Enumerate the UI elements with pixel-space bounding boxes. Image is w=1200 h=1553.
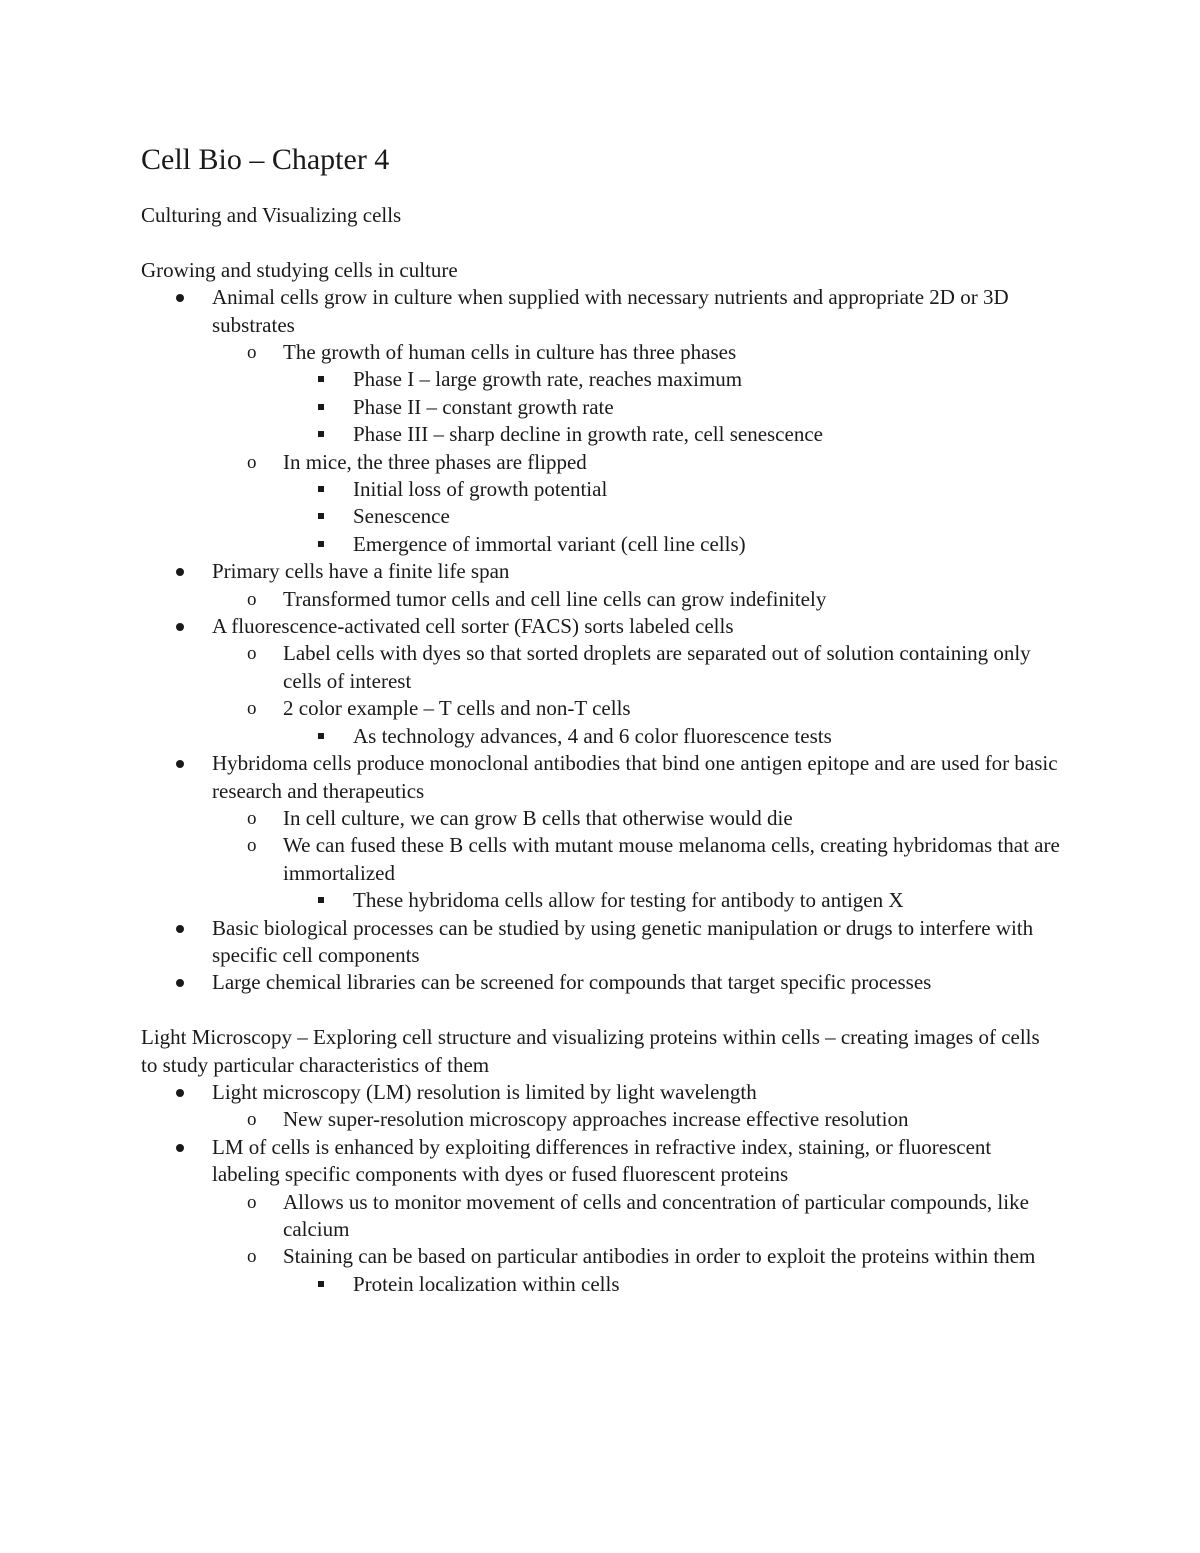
sub-list [212, 1189, 1061, 1299]
sub-list-item [212, 640, 1061, 695]
sub-sub-list-item [283, 421, 1061, 448]
sub-list [212, 1106, 1061, 1133]
square-bullet-icon [318, 897, 324, 903]
circle-bullet-icon: o [247, 1109, 257, 1131]
sub-list-item-text: Allows us to monitor movement of cells and concentration of particular compounds, like calcium [283, 1189, 1029, 1241]
list-item [141, 613, 1061, 750]
circle-bullet-icon: o [247, 588, 257, 610]
square-bullet-icon [318, 376, 324, 382]
sub-list-item [212, 586, 1061, 613]
sub-list-item [212, 832, 1061, 914]
square-bullet-icon [318, 486, 324, 492]
sub-sub-list-item-text: Protein localization within cells [353, 1271, 620, 1296]
sub-list-item [212, 695, 1061, 750]
sub-sub-list-item-text: As technology advances, 4 and 6 color fluorescence tests [353, 723, 832, 748]
disc-bullet-icon [176, 1089, 184, 1097]
sub-sub-list-item [283, 503, 1061, 530]
square-bullet-icon [318, 431, 324, 437]
sub-list-item-text: In mice, the three phases are flipped [283, 449, 587, 474]
circle-bullet-icon: o [247, 1246, 257, 1268]
sub-sub-list-item [283, 366, 1061, 393]
circle-bullet-icon: o [247, 342, 257, 364]
sub-sub-list-item [283, 394, 1061, 421]
disc-bullet-icon [176, 568, 184, 576]
circle-bullet-icon: o [247, 835, 257, 857]
sub-list [212, 805, 1061, 915]
list-item-text: Large chemical libraries can be screened for compounds that target specific processes [212, 970, 932, 995]
list-item [141, 284, 1061, 558]
sub-list-item [212, 449, 1061, 559]
sub-list-item [212, 805, 1061, 832]
square-bullet-icon [318, 541, 324, 547]
sub-sub-list-item [283, 531, 1061, 558]
sub-list-item-text: Transformed tumor cells and cell line cells can grow indefinitely [283, 586, 827, 611]
list-item [141, 558, 1061, 613]
list-item-text: Hybridoma cells produce monoclonal antibodies that bind one antigen epitope and are used for basic research and therapeutics [212, 751, 1058, 803]
sub-list [212, 640, 1061, 750]
list-item-text: Animal cells grow in culture when supplied with necessary nutrients and appropriate 2D or 3D substrates [212, 285, 1009, 337]
list-item [141, 915, 1061, 970]
disc-bullet-icon [176, 1144, 184, 1152]
disc-bullet-icon [176, 760, 184, 768]
sub-sub-list-item [283, 476, 1061, 503]
disc-bullet-icon [176, 979, 184, 987]
disc-bullet-icon [176, 294, 184, 302]
list-item [141, 1134, 1061, 1298]
circle-bullet-icon: o [247, 807, 257, 829]
list-item-text: Primary cells have a finite life span [212, 559, 510, 584]
sub-list-item-text: Staining can be based on particular antibodies in order to exploit the proteins within them [283, 1244, 1036, 1269]
sub-sub-list [283, 1271, 1061, 1298]
list-item [141, 1079, 1061, 1134]
sub-list-item [212, 1243, 1061, 1298]
list-item-text: Light microscopy (LM) resolution is limited by light wavelength [212, 1079, 757, 1104]
disc-bullet-icon [176, 925, 184, 933]
sub-sub-list-item-text: Senescence [353, 504, 450, 529]
square-bullet-icon [318, 1281, 324, 1287]
sub-list-item [212, 1106, 1061, 1133]
sub-sub-list-item-text: Phase II – constant growth rate [353, 394, 614, 419]
list-item [141, 750, 1061, 914]
circle-bullet-icon: o [247, 451, 257, 473]
sub-list-item-text: We can fused these B cells with mutant mouse melanoma cells, creating hybridomas that are immortalized [283, 833, 1060, 885]
sub-sub-list [283, 887, 1061, 914]
sub-list-item [212, 339, 1061, 449]
circle-bullet-icon: o [247, 1191, 257, 1213]
sub-sub-list-item-text: Phase III – sharp decline in growth rate, cell senescence [353, 422, 823, 447]
sub-list-item-text: Label cells with dyes so that sorted droplets are separated out of solution containing only cells of interest [283, 641, 1031, 693]
sub-sub-list-item [283, 1271, 1061, 1298]
sub-list [212, 586, 1061, 613]
document-subtitle: Culturing and Visualizing cells [141, 203, 402, 227]
sub-sub-list [283, 366, 1061, 448]
sub-list [212, 339, 1061, 558]
square-bullet-icon [318, 404, 324, 410]
sub-sub-list-item-text: Phase I – large growth rate, reaches maximum [353, 367, 743, 392]
document-page [141, 140, 1061, 1298]
sub-sub-list-item [283, 723, 1061, 750]
section-heading-microscopy: Light Microscopy – Exploring cell structure and visualizing proteins within cells – creating images of cells to study particular characteristics of them [141, 1025, 1040, 1077]
sub-sub-list [283, 476, 1061, 558]
list-item-text: A fluorescence-activated cell sorter (FACS) sorts labeled cells [212, 614, 734, 639]
square-bullet-icon [318, 733, 324, 739]
section1-list [141, 284, 1061, 997]
square-bullet-icon [318, 513, 324, 519]
sub-list-item [212, 1189, 1061, 1244]
spacer [141, 997, 1061, 1024]
sub-sub-list-item-text: Initial loss of growth potential [353, 477, 608, 502]
sub-list-item-text: The growth of human cells in culture has three phases [283, 340, 737, 365]
section-heading-culture: Growing and studying cells in culture [141, 257, 458, 282]
sub-sub-list-item-text: Emergence of immortal variant (cell line cells) [353, 531, 746, 556]
circle-bullet-icon: o [247, 698, 257, 720]
sub-sub-list-item [283, 887, 1061, 914]
spacer [141, 229, 1061, 256]
list-item-text: LM of cells is enhanced by exploiting differences in refractive index, staining, or fluorescent labeling specific components with dyes or fused fluorescent proteins [212, 1134, 992, 1187]
sub-sub-list-item-text: These hybridoma cells allow for testing for antibody to antigen X [353, 888, 904, 913]
circle-bullet-icon: o [247, 643, 257, 665]
list-item-text: Basic biological processes can be studied by using genetic manipulation or drugs to interfere with specific cell components [212, 915, 1034, 967]
list-item [141, 969, 1061, 996]
section2-list [141, 1079, 1061, 1298]
disc-bullet-icon [176, 623, 184, 631]
document-title: Cell Bio – Chapter 4 [141, 143, 390, 176]
sub-list-item-text: 2 color example – T cells and non-T cells [283, 696, 631, 721]
sub-sub-list [283, 723, 1061, 750]
sub-list-item-text: New super-resolution microscopy approaches increase effective resolution [283, 1107, 909, 1132]
sub-list-item-text: In cell culture, we can grow B cells that otherwise would die [283, 805, 793, 830]
